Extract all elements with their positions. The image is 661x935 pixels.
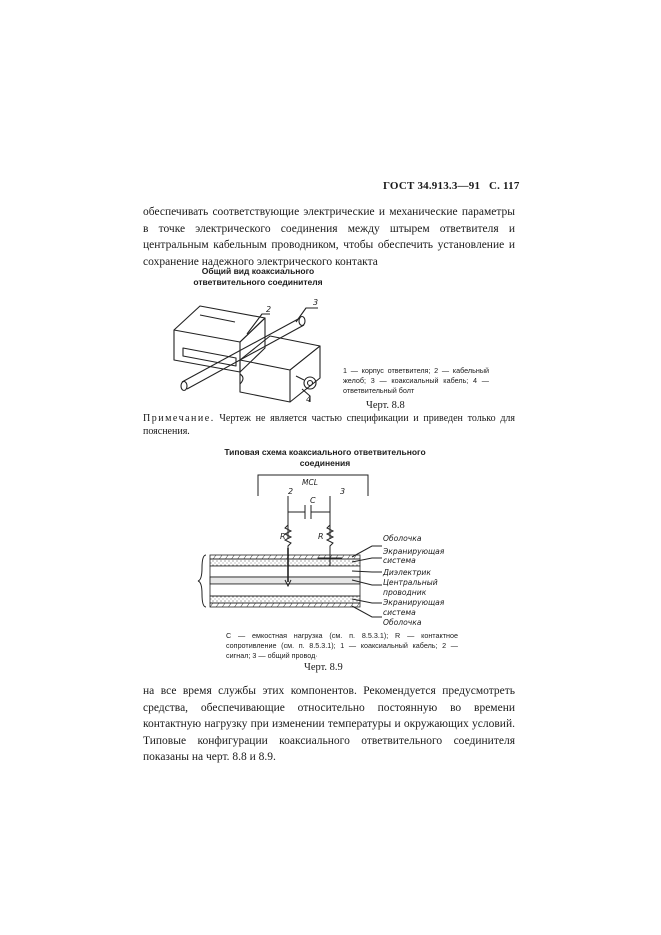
note-label: Примечание. bbox=[143, 413, 215, 424]
node-2-label: 2 bbox=[288, 487, 294, 496]
figure1-title: Общий вид коаксиального ответвительного соединителя bbox=[193, 266, 323, 287]
capacitor-label: C bbox=[310, 496, 316, 505]
page-number: С. 117 bbox=[489, 180, 520, 192]
layer-label-sheath-bottom: Оболочка bbox=[383, 618, 422, 627]
figure2-title: Типовая схема коаксиального ответвительного соединения bbox=[224, 447, 426, 468]
callout-2: 2 bbox=[266, 305, 272, 314]
mcl-label: МСL bbox=[302, 478, 318, 487]
layer-label-shield-bottom: Экранирующая система bbox=[383, 598, 445, 617]
note-text: Чертеж не является частью спецификации и приведен только для пояснения. bbox=[143, 413, 516, 437]
layer-label-shield-top: Экранирующая система bbox=[383, 546, 445, 565]
resistor-r-right bbox=[327, 525, 333, 558]
layer-labels bbox=[383, 534, 473, 628]
intro-paragraph: обеспечивать соответствующие электрические и механические параметры в точке электрического соединения между штырем ответвителя и центральным кабельным проводником, чтобы обеспечить установление и сохранение надежного электрического контакта bbox=[143, 206, 515, 268]
resistor-right-label: R bbox=[318, 532, 324, 541]
node-3-label: 3 bbox=[340, 487, 346, 496]
callout-4: 4 bbox=[306, 395, 312, 404]
layer-label-center-conductor: Центральный проводник bbox=[383, 578, 438, 597]
figure2-label: Черт. 8.9 bbox=[304, 662, 343, 673]
layer-label-dielectric: Диэлектрик bbox=[383, 567, 431, 577]
layer-label-sheath-top: Оболочка bbox=[383, 534, 422, 543]
closing-paragraph: на все время службы этих компонентов. Рекомендуется предусмотреть средства, обеспечивающие относительно постоянную во времени контактную нагрузку при изменении температуры и окружающих условий. Типовые конфигурации коаксиального ответвительного соединителя показаны на черт. 8.8 и 8.9. bbox=[143, 685, 515, 763]
callout-3: 3 bbox=[313, 298, 319, 307]
cable-brace bbox=[198, 555, 206, 607]
standard-number: ГОСТ 34.913.3—91 bbox=[383, 180, 481, 192]
figure1-label: Черт. 8.8 bbox=[366, 400, 405, 411]
figure2-legend: C — емкостная нагрузка (см. п. 8.5.3.1); R — контактное сопротивление (см. п. 8.5.3.1); 1 — коаксиальный кабель; 2 — сигнал; 3 — общий провод· bbox=[226, 631, 458, 660]
resistor-left-label: R bbox=[280, 532, 286, 541]
figure1-legend: 1 — корпус ответвителя; 2 — кабельный желоб; 3 — коаксиальный кабель; 4 — ответвительный болт bbox=[343, 366, 489, 395]
capacitor-c bbox=[288, 505, 330, 519]
